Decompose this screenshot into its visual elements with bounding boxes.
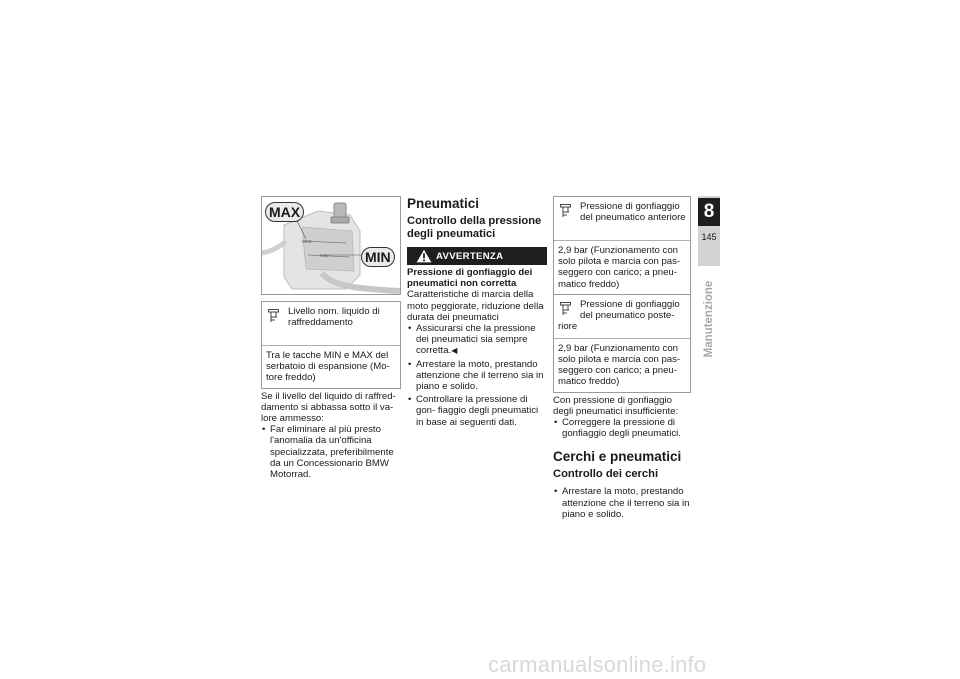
warning-banner <box>407 247 547 265</box>
list-item: • Arrestare la moto, prestando attenzione che il terreno sia in piano e solido. <box>553 486 691 520</box>
rim-check-bullets <box>553 486 691 520</box>
subsection-title-rim-check: Controllo dei cerchi <box>553 468 659 481</box>
small-max-mark: MAX <box>302 239 312 244</box>
warning-triangle-icon <box>416 249 432 263</box>
dipstick-gauge-icon <box>560 302 571 316</box>
spec-title: Pressione di gonfiaggio del pneumatico poste- <box>580 298 680 322</box>
pressure-bullets <box>553 417 691 439</box>
spec-header <box>262 302 400 346</box>
page-number: 145 <box>701 232 717 242</box>
warning-label: AVVERTENZA <box>436 250 504 262</box>
low-pressure-paragraph: Con pressione di gonfiaggio degli pneumatici insufficiente: <box>553 394 679 417</box>
spec-value: Tra le tacche MIN e MAX del serbatoio di espansione (Mo- tore freddo) <box>266 350 390 384</box>
coolant-low-paragraph: Se il livello del liquido di raffred- damento si abbassa sotto il va- lore ammesso: <box>261 390 396 425</box>
spec-title: Livello nom. liquido di raffreddamento <box>288 306 380 329</box>
warning-heading: Pressione di gonfiaggio dei pneumatici non corretta <box>407 267 533 290</box>
min-callout-label: MIN <box>361 247 395 267</box>
max-callout-label: MAX <box>265 202 304 222</box>
front-tyre-pressure-spec <box>553 196 691 295</box>
chapter-name: Manutenzione <box>703 280 715 358</box>
list-item: • Controllare la pressione di gon- fiaggio degli pneumatici in base ai seguenti dati. <box>407 394 547 428</box>
list-item: • Arrestare la moto, prestando attenzione che il terreno sia in piano e solido. <box>407 359 547 393</box>
coolant-reservoir-figure <box>261 196 401 295</box>
list-item <box>407 323 547 357</box>
coolant-bullets <box>261 424 401 480</box>
chapter-name-vertical <box>699 278 719 360</box>
spec-value: 2,9 bar (Funzionamento con solo pilota e marcia con pas- seggero con carico; a pneu- matico freddo) <box>558 342 681 388</box>
spec-value: 2,9 bar (Funzionamento con solo pilota e marcia con pas- seggero con carico; a pneu- matico freddo) <box>558 245 681 290</box>
warning-text: Caratteristiche di marcia della moto peggiorate, riduzione della durata dei pneumatici <box>407 289 544 323</box>
section-title-rims: Cerchi e pneumatici <box>553 449 682 465</box>
spec-title: Pressione di gonfiaggio del pneumatico anteriore <box>580 201 686 224</box>
spec-header <box>554 197 690 241</box>
section-title-tyres: Pneumatici <box>407 196 480 211</box>
column-right <box>553 196 691 522</box>
dipstick-gauge-icon <box>560 204 571 218</box>
column-left <box>261 196 401 482</box>
column-middle <box>407 196 547 430</box>
list-item: • Correggere la pressione di gonfiaggio degli pneumatici. <box>553 417 691 439</box>
bullet-text: Assicurarsi che la pressione dei pneumatici sia sempre corretta. <box>416 323 536 357</box>
coolant-level-spec <box>261 301 401 389</box>
end-of-warning-mark: ◀ <box>451 346 458 356</box>
chapter-number: 8 <box>698 198 720 226</box>
rear-tyre-pressure-spec <box>553 295 691 393</box>
small-min-mark: MIN <box>320 253 329 258</box>
tyre-check-bullets <box>407 323 547 428</box>
spec-header <box>554 295 690 339</box>
subsection-title-tyre-pressure: Controllo della pressione degli pneumatici <box>407 215 542 240</box>
chapter-tab <box>698 196 720 266</box>
dipstick-gauge-icon <box>268 309 279 323</box>
list-item: • Far eliminare al più presto l'anomalia da un'officina specializzata, preferibilmente da un Concessionario BMW Motorrad. <box>261 424 401 480</box>
watermark: carmanualsonline.info <box>488 652 707 677</box>
spec-title-continued: riore <box>558 321 578 333</box>
